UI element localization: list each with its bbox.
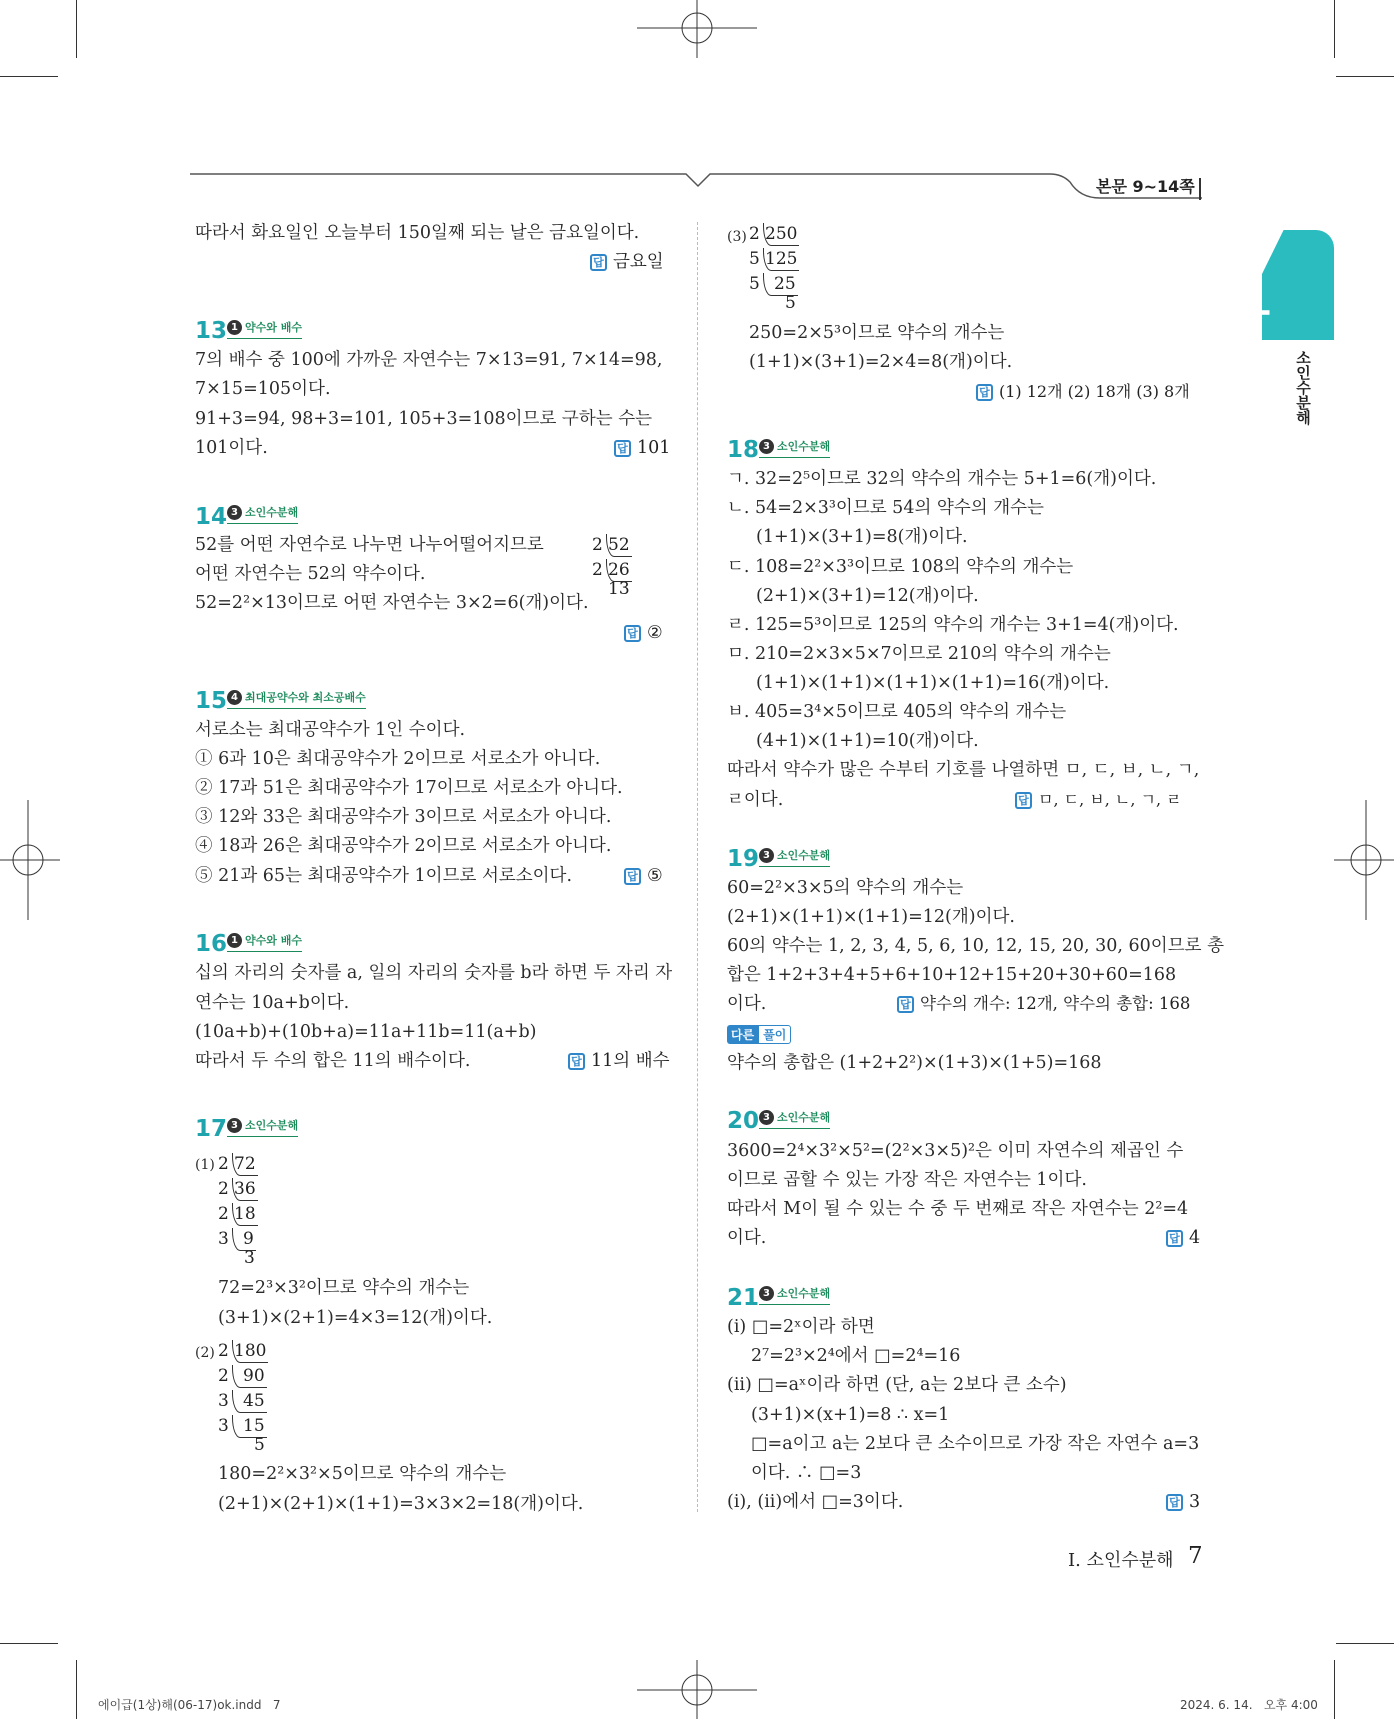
side-tab-numeral: I [1246,308,1274,317]
registration-mark-right [1334,800,1394,920]
p18-line-11: 따라서 약수가 많은 수부터 기호를 나열하면 ㅁ, ㄷ, ㅂ, ㄴ, ㄱ, [727,760,1200,780]
registration-mark-bottom [637,1658,757,1719]
problem-14-number: 14 [195,504,228,530]
problem-19-number: 19 [727,846,760,872]
p21-line-3: (ii) □=aˣ이라 하면 (단, a는 2보다 큰 소수) [727,1375,1067,1395]
p18-line-9: ㅂ. 405=3⁴×5이므로 405의 약수의 개수는 [727,702,1067,722]
p13-line-3: 91+3=94, 98+3=101, 105+3=108이므로 구하는 수는 [195,409,653,429]
p20-line-1: 3600=2⁴×3²×5²=(2²×3×5)²은 이미 자연수의 제곱인 수 [727,1141,1184,1161]
p21-line-4: (3+1)×(x+1)=8 ∴ x=1 [751,1405,950,1425]
p18-line-2: ㄴ. 54=2×3³이므로 54의 약수의 개수는 [727,498,1044,518]
p17-part1-division: 2 72 2 36 2 18 3 9 3 [218,1154,256,1268]
header-rule [190,168,1202,202]
answer-16: 답 11의 배수 [568,1050,670,1072]
problem-18-number: 18 [727,437,760,463]
p13-line-2: 7×15=105이다. [195,379,331,399]
p15-line-3: ② 17과 51은 최대공약수가 17이므로 서로소가 아니다. [195,778,623,798]
answer-21: 답 3 [1166,1491,1200,1513]
p18-line-4: ㄷ. 108=2²×3³이므로 108의 약수의 개수는 [727,557,1074,577]
problem-15-tag: 4 최대공약수와 최소공배수 [227,690,366,709]
p20-line-3: 따라서 M이 될 수 있는 수 중 두 번째로 작은 자연수는 2²=4 [727,1199,1189,1219]
p17-part3-line-1: 250=2×5³이므로 약수의 개수는 [749,323,1005,343]
problem-20-number: 20 [727,1108,760,1134]
answer-15: 답 ⑤ [624,865,663,887]
p14-line-3: 52=2²×13이므로 어떤 자연수는 3×2=6(개)이다. [195,593,589,613]
p14-division: 2 52 2 26 13 [592,535,630,599]
problem-17-number: 17 [195,1116,228,1142]
p16-line-3: (10a+b)+(10b+a)=11a+11b=11(a+b) [195,1022,537,1042]
p21-line-6: 이다. ∴ □=3 [751,1463,862,1483]
p19-line-4: 합은 1+2+3+4+5+6+10+12+15+20+30+60=168 [727,965,1177,985]
problem-21-tag: 3 소인수분해 [759,1286,830,1305]
side-tab [1262,230,1334,340]
problem-13-number: 13 [195,318,228,344]
answer-20: 답 4 [1166,1227,1200,1249]
footer-date-info: 2024. 6. 14. 오후 4:00 [1180,1698,1318,1712]
answer-13: 답 101 [614,437,670,459]
problem-18-tag: 3 소인수분해 [759,439,830,458]
p20-line-4: 이다. [727,1228,767,1248]
p17-part2-line-1: 180=2²×3²×5이므로 약수의 개수는 [218,1464,507,1484]
problem-15-number: 15 [195,688,228,714]
problem-13-tag: 1 약수와 배수 [227,320,302,339]
p19-line-2: (2+1)×(1+1)×(1+1)=12(개)이다. [727,907,1015,927]
p16-line-2: 연수는 10a+b이다. [195,993,350,1013]
p18-line-12: ㄹ이다. [727,790,784,810]
problem-16-number: 16 [195,931,228,957]
footer-file-info: 에이급(1상)해(06-17)ok.indd 7 [98,1698,281,1712]
footer-chapter: I. 소인수분해 [1068,1550,1174,1571]
answer-mark-icon: 답 [590,254,607,271]
problem-20-tag: 3 소인수분해 [759,1110,830,1129]
p15-line-5: ④ 18과 26은 최대공약수가 2이므로 서로소가 아니다. [195,836,612,856]
p13-line-1: 7의 배수 중 100에 가까운 자연수는 7×13=91, 7×14=98, [195,350,663,370]
p18-line-7: ㅁ. 210=2×3×5×7이므로 210의 약수의 개수는 [727,644,1111,664]
p15-line-2: ① 6과 10은 최대공약수가 2이므로 서로소가 아니다. [195,749,601,769]
column-divider [697,222,698,1512]
answer-17: 답 (1) 12개 (2) 18개 (3) 8개 [976,381,1190,403]
p18-line-3: (1+1)×(3+1)=8(개)이다. [756,527,968,547]
p14-line-1: 52를 어떤 자연수로 나누면 나누어떨어지므로 [195,535,544,555]
p19-alt-line: 약수의 총합은 (1+2+2²)×(1+3)×(1+5)=168 [727,1053,1102,1073]
answer-12: 답 금요일 [590,251,664,273]
p21-line-7: (i), (ii)에서 □=3이다. [727,1492,904,1512]
p18-line-10: (4+1)×(1+1)=10(개)이다. [756,731,979,751]
problem-21-number: 21 [727,1285,760,1311]
alt-solution-badge: 다른 풀이 [727,1025,791,1044]
p17-part3-label: (3) [727,229,747,245]
header-page-range: 본문 9~14쪽 [1096,177,1195,196]
p17-part3-line-2: (1+1)×(3+1)=2×4=8(개)이다. [749,352,1013,372]
p18-line-6: ㄹ. 125=5³이므로 125의 약수의 개수는 3+1=4(개)이다. [727,615,1179,635]
p17-part1-line-2: (3+1)×(2+1)=4×3=12(개)이다. [218,1308,493,1328]
problem-17-tag: 3 소인수분해 [227,1118,298,1137]
problem-19-tag: 3 소인수분해 [759,848,830,867]
p15-line-6: ⑤ 21과 65는 최대공약수가 1이므로 서로소이다. [195,866,573,886]
p20-line-2: 이므로 곱할 수 있는 가장 작은 자연수는 1이다. [727,1170,1087,1190]
p18-line-1: ㄱ. 32=2⁵이므로 32의 약수의 개수는 5+1=6(개)이다. [727,469,1157,489]
p21-line-5: □=a이고 a는 2보다 큰 소수이므로 가장 작은 자연수 a=3 [751,1434,1200,1454]
p17-part2-division: 2 180 2 90 3 45 3 15 5 [218,1341,267,1455]
p19-line-3: 60의 약수는 1, 2, 3, 4, 5, 6, 10, 12, 15, 20, 30, 60이므로 총 [727,936,1224,956]
answer-18: 답 ㅁ, ㄷ, ㅂ, ㄴ, ㄱ, ㄹ [1015,789,1182,811]
p13-line-4: 101이다. [195,438,268,458]
p21-line-2: 2⁷=2³×2⁴에서 □=2⁴=16 [751,1346,961,1366]
p16-line-4: 따라서 두 수의 합은 11의 배수이다. [195,1051,471,1071]
p17-part2-line-2: (2+1)×(2+1)×(1+1)=3×3×2=18(개)이다. [218,1494,584,1514]
p19-line-1: 60=2²×3×5의 약수의 개수는 [727,878,964,898]
p14-line-2: 어떤 자연수는 52의 약수이다. [195,564,426,584]
p17-part2-label: (2) [195,1345,215,1361]
p12-line: 따라서 화요일인 오늘부터 150일째 되는 날은 금요일이다. [195,223,640,243]
registration-mark-left [0,800,60,920]
p16-line-1: 십의 자리의 숫자를 a, 일의 자리의 숫자를 b라 하면 두 자리 자 [195,963,673,983]
p17-part3-division: 2 250 5 125 5 25 5 [749,224,798,313]
p18-line-5: (2+1)×(3+1)=12(개)이다. [756,586,979,606]
problem-14-tag: 3 소인수분해 [227,505,298,524]
registration-mark-top [637,0,757,60]
p15-line-4: ③ 12와 33은 최대공약수가 3이므로 서로소가 아니다. [195,807,612,827]
side-tab-title: 소인수분해 [1294,350,1312,425]
problem-16-tag: 1 약수와 배수 [227,933,302,952]
p15-line-1: 서로소는 최대공약수가 1인 수이다. [195,720,466,740]
p21-line-1: (i) □=2ˣ이라 하면 [727,1317,875,1337]
p17-part1-label: (1) [195,1157,215,1173]
footer-page-number: 7 [1188,1543,1203,1569]
p18-line-8: (1+1)×(1+1)×(1+1)×(1+1)=16(개)이다. [756,673,1110,693]
answer-19: 답 약수의 개수: 12개, 약수의 총합: 168 [897,993,1190,1015]
p17-part1-line-1: 72=2³×3²이므로 약수의 개수는 [218,1278,470,1298]
p19-line-5: 이다. [727,994,767,1014]
answer-14: 답 ② [624,622,663,644]
